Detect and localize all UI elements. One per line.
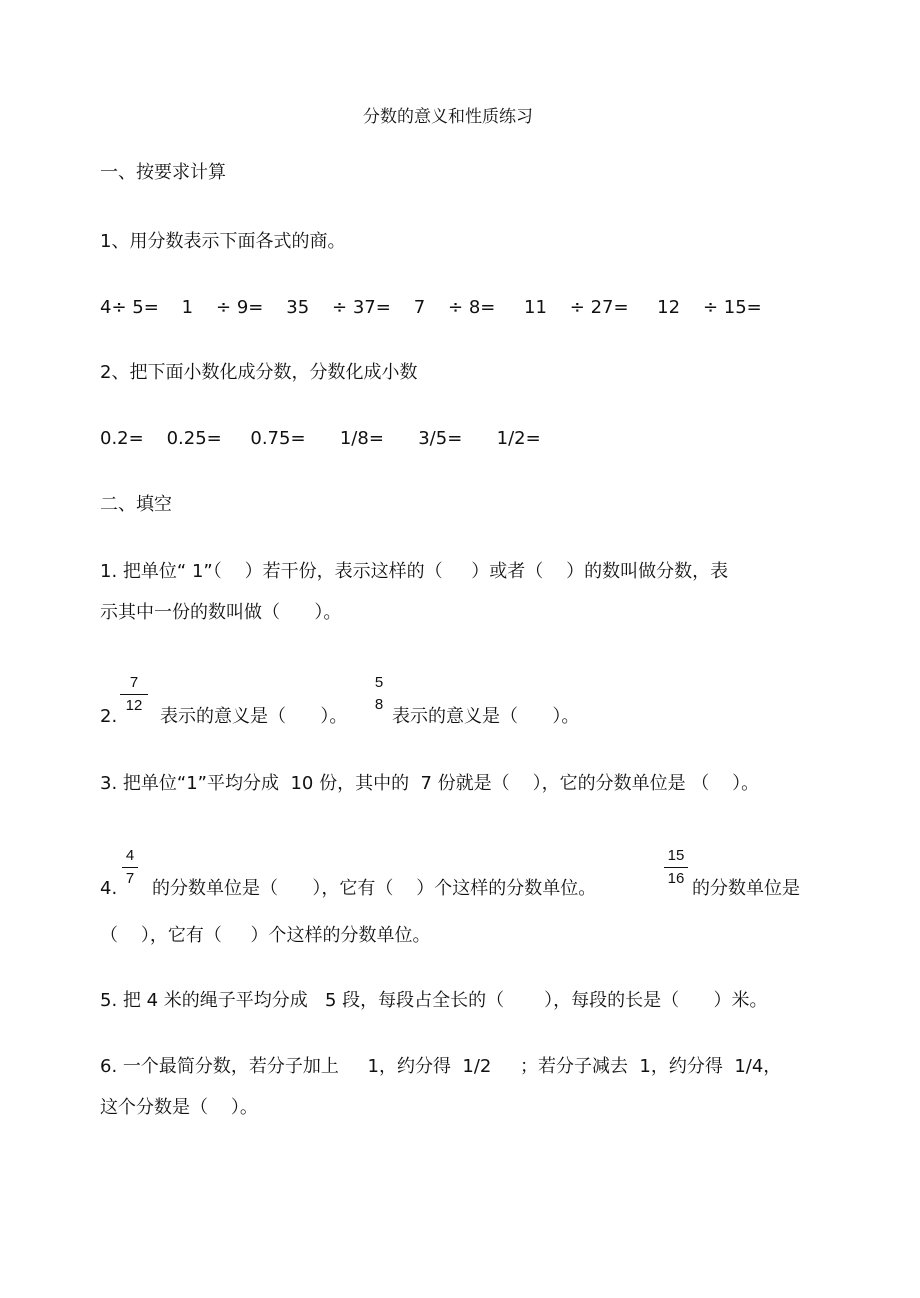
fraction-denominator: 12 <box>125 697 143 714</box>
fraction-denominator: 16 <box>667 870 685 887</box>
fraction-denominator: 8 <box>374 696 384 713</box>
fill-question-2-text-b: 表示的意义是（ ）。 <box>392 706 580 727</box>
fill-question-5: 5. 把 4 米的绳子平均分成 5 段，每段占全长的（ ），每段的长是（ ）米。 <box>100 990 768 1011</box>
fraction-5-8 <box>370 674 388 714</box>
fraction-4-7 <box>122 847 138 888</box>
page-title: 分数的意义和性质练习 <box>363 107 533 127</box>
fill-question-1-line2: 示其中一份的数叫做（ ）。 <box>100 602 342 623</box>
fraction-denominator: 7 <box>125 870 135 887</box>
fraction-numerator: 4 <box>122 847 138 868</box>
fraction-numerator: 7 <box>120 674 148 695</box>
question-1-expressions: 4÷ 5= 1 ÷ 9= 35 ÷ 37= 7 ÷ 8= 11 ÷ 27= 12 ÷ 15= <box>100 297 762 318</box>
question-2-expressions: 0.2= 0.25= 0.75= 1/8= 3/5= 1/2= <box>100 428 541 449</box>
fraction-15-16 <box>664 847 688 888</box>
fill-question-4-text-a: 的分数单位是（ ），它有（ ）个这样的分数单位。 <box>152 878 597 899</box>
fill-question-4-number: 4. <box>100 878 118 899</box>
fill-question-2-number: 2. <box>100 706 118 727</box>
fraction-numerator: 15 <box>664 847 688 868</box>
question-1-label: 1、用分数表示下面各式的商。 <box>100 231 346 252</box>
fill-question-4-text-b: 的分数单位是 <box>692 878 800 899</box>
fill-question-3: 3. 把单位“1”平均分成 10 份，其中的 7 份就是（ ），它的分数单位是 （ ）。 <box>100 773 760 794</box>
section-heading-calc: 一、按要求计算 <box>100 162 226 183</box>
fill-question-4-line2: （ ），它有（ ）个这样的分数单位。 <box>100 925 431 946</box>
fraction-numerator: 5 <box>374 674 384 691</box>
fill-question-2-text-a: 表示的意义是（ ）。 <box>160 706 348 727</box>
fill-question-6-line2: 这个分数是（ ）。 <box>100 1097 258 1118</box>
question-2-label: 2、把下面小数化成分数，分数化成小数 <box>100 362 418 383</box>
fraction-7-12 <box>120 674 148 715</box>
fill-question-1-line1: 1. 把单位“ 1”（ ）若干份，表示这样的（ ）或者（ ）的数叫做分数，表 <box>100 561 729 582</box>
section-heading-fill: 二、填空 <box>100 494 172 515</box>
fill-question-6-line1: 6. 一个最简分数，若分子加上 1，约分得 1/2 ；若分子减去 1，约分得 1/4， <box>100 1056 782 1077</box>
